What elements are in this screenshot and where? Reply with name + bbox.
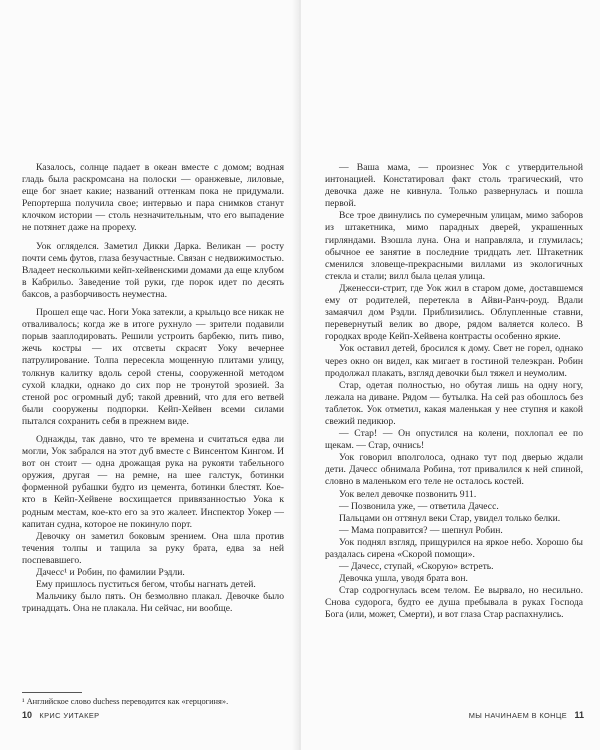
right-paragraph: — Позвонила уже, — ответила Дачесс. [339, 500, 499, 512]
right-paragraph: Стар содрогнулась всем телом. Ее вырвало, но несильно. Снова судорога, будто ее душа пребывала в руках Господа Бога (или, может, Смерти), и вот глаза Стар распахнулись. [325, 585, 583, 621]
footnote-rule [22, 692, 82, 693]
page-number: 11 [574, 710, 584, 720]
footnote-text: ¹ Английское слово duchess переводится как «герцогиня». [22, 697, 229, 706]
right-page [301, 0, 600, 750]
right-paragraph: Уок говорил вполголоса, однако тут под дверью ждали дети. Дачесс обнимала Робина, тот привалился к ней спиной, словно в маленьком его теле не осталось костей. [325, 452, 583, 488]
right-paragraph: — Стар! — Он опустился на колени, похлопал ее по щекам. — Стар, очнись! [325, 428, 583, 452]
left-paragraph: Девочку он заметил боковым зрением. Она шла против течения толпы и тащила за руку брата, едва за ней поспевавшего. [22, 530, 284, 566]
left-paragraph: Казалось, солнце падает в океан вместе с домом; водная гладь была раскромсана на полоски — оранжевые, лиловые, еще бог знает какие; названий оттенкам пока не придумали. Репортерша получила свое; интервью и пара снимков станут клочком истории — столь незначительным, что его выпадение не потянет даже на прореху. [22, 162, 284, 234]
page-number: 10 [22, 710, 33, 720]
left-paragraph: Мальчику было пять. Он безмолвно плакал. Девочке было тринадцать. Она не плакала. Ни сейчас, ни вообще. [22, 591, 284, 615]
right-paragraph: — Дачесс, ступай, «Скорую» встреть. [339, 561, 494, 573]
left-paragraph: Однажды, так давно, что те времена и считаться едва ли могли, Уок забрался на этот дуб вместе с Винсентом Кингом. И вот он стоит — одна дрожащая рука на рукояти табельного оружия, другая — на ремне, на шее галстук, ботинки форменной рубашки будто из цемента, ботинки блестят. Кое-кто в Кейп-Хейвене восхищается привязанностью Уока к родным местам, кое-кто его за это жалеет. Инспектор Уокер — капитан судна, которое не покинуло порт. [22, 433, 284, 530]
right-footer [469, 710, 584, 720]
right-paragraph: — Мама поправится? — шепнул Робин. [339, 524, 503, 536]
right-paragraph: Уок оставил детей, бросился к дому. Свет не горел, однако через окно он видел, как мигает в гостиной телеэкран. Робин продолжал плакать, взгляд девочки был тяжел и неумолим. [325, 343, 583, 379]
right-paragraph: — Ваша мама, — произнес Уок с утвердительной интонацией. Констатировал факт столь трагический, что девочка даже не кивнула. Только развернулась и пошла первой. [325, 162, 583, 210]
left-paragraph: Уок огляделся. Заметил Дикки Дарка. Великан — росту почти семь футов, глаза безучастные. Связан с недвижимостью. Владеет несколькими кейп-хейвенскими домами да еще клубом в Кабрильо. Заведение той руки, где порок идет по десять баксов, а разборчивость неуместна. [22, 240, 284, 300]
left-page [0, 0, 298, 750]
right-paragraph: Пальцами он оттянул веки Стар, увидел только белки. [339, 512, 561, 524]
right-paragraph: Девочка ушла, уводя брата вон. [339, 573, 468, 585]
right-paragraph: Дженесси-стрит, где Уок жил в старом доме, доставшемся ему от родителей, перетекла в Айви-Ранч-роуд. Вдали замаячил дом Рэдли. Приблизились. Облупленные ставни, перевернутый велик во дворе, рядом валяется колесо. В городках вроде Кейп-Хейвена контрасты особенно яркие. [325, 282, 583, 343]
running-head-author: КРИС УИТАКЕР [39, 711, 100, 720]
footnote [22, 692, 284, 707]
right-paragraph: Все трое двинулись по сумеречным улицам, мимо заборов из штакетника, мимо парадных дверей, украшенных гирляндами. Взошла луна. Она и направляла, и глумилась; обычное ее занятие в последние тридцать лет. Штакетник сменился зловеще-прекрасными виллами из экологичных стекла и стали; вилл была целая улица. [325, 210, 583, 282]
left-text-column [22, 162, 284, 615]
right-paragraph: Стар, одетая полностью, но обутая лишь на одну ногу, лежала на диване. Рядом — бутылка. На сей раз обошлось без таблеток. Уок отметил, какая маленькая у нее ступня и какой свежий педикюр. [325, 379, 583, 427]
left-paragraph: Дачесс¹ и Робин, по фамилии Рэдли. [36, 567, 185, 578]
left-footer [22, 710, 100, 720]
right-text-column [325, 162, 583, 622]
right-paragraph: Уок поднял взгляд, прищурился на яркое небо. Хорошо бы раздалась сирена «Скорой помощи». [325, 536, 583, 560]
right-paragraph: Уок велел девочке позвонить 911. [339, 488, 477, 500]
running-head-title: МЫ НАЧИНАЕМ В КОНЦЕ [468, 711, 568, 720]
left-paragraph: Ему пришлось пуститься бегом, чтобы нагнать детей. [36, 579, 256, 591]
left-paragraph: Прошел еще час. Ноги Уока затекли, а крыльцо все никак не отваливалось; когда же в итоге рухнуло — зрители подавили порыв зааплодировать. Решили устроить барбекю, пить пиво, жечь костры — их отсветы скрасят Уоку вечернее патрулирование. Толпа пересекла мощенную плитами улицу, толкнув калитку вдоль серой стены, сооруженной методом сухой кладки, однако до сих пор не тронутой эрозией. За стеной рос огромный дуб; такой древний, что для его ветвей были сооружены подпорки. Кейп-Хейвен всеми силами пытался сохранить себя в прежнем виде. [22, 307, 284, 427]
